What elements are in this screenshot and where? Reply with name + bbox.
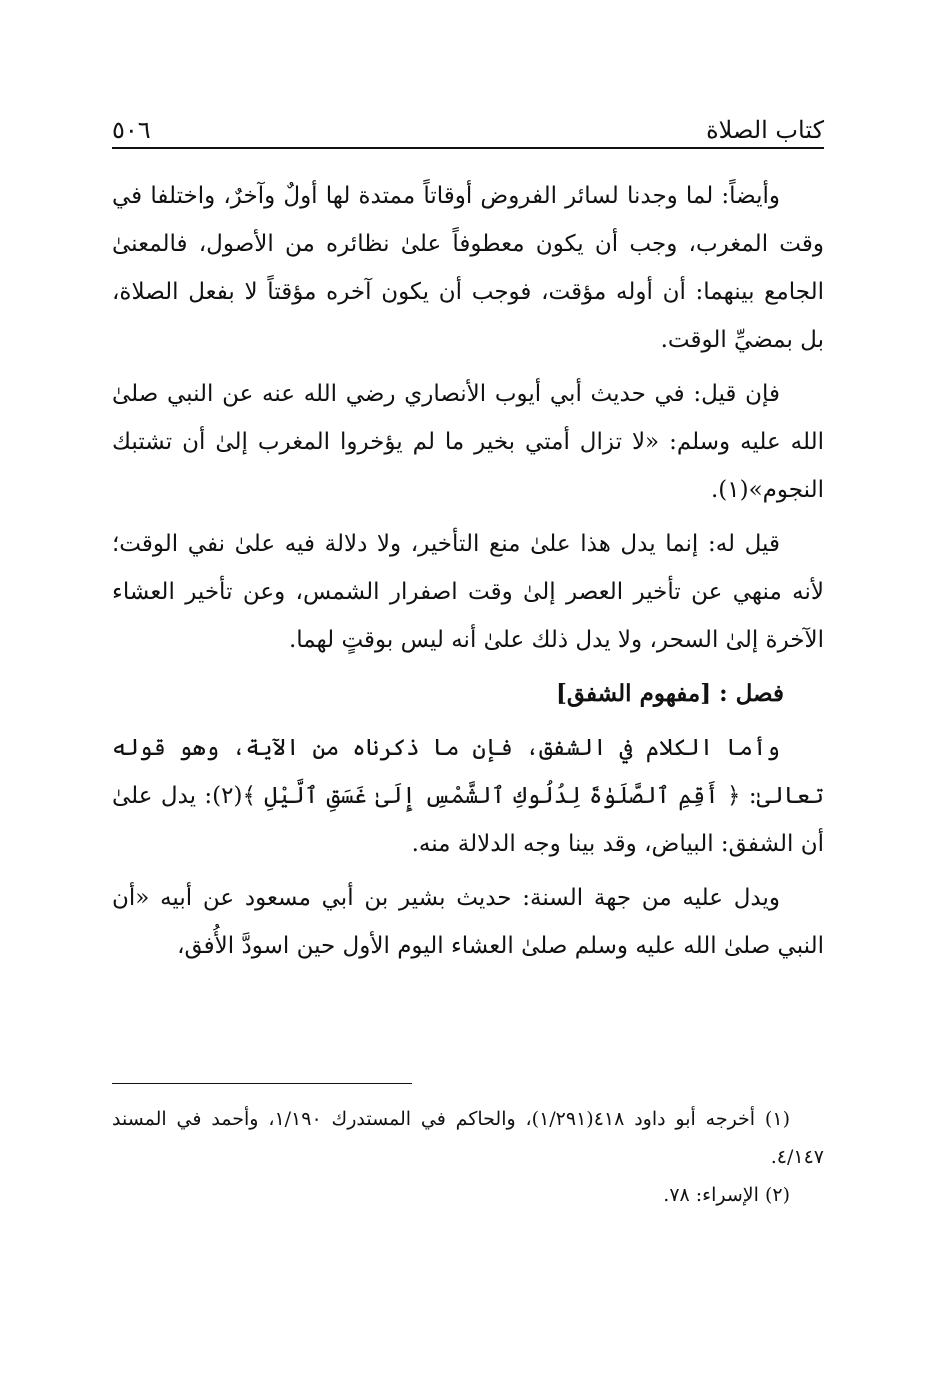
running-header bbox=[112, 98, 824, 144]
paragraph: قيل له: إنما يدل هذا علىٰ منع التأخير، ولا دلالة فيه علىٰ نفي الوقت؛ لأنه منهي عن تأخير العصر إلىٰ وقت اصفرار الشمس، وعن تأخير العشاء الآخرة إلىٰ السحر، ولا يدل ذلك علىٰ أنه ليس بوقتٍ لهما. bbox=[112, 531, 824, 653]
book-page bbox=[112, 0, 824, 1374]
footnote-2: (٢) الإسراء: ٧٨. bbox=[663, 1184, 790, 1206]
footnotes bbox=[112, 1100, 824, 1214]
footnote-1: (١) أخرجه أبو داود ٤١٨(١/٢٩١)، والحاكم في المستدرك ١/١٩٠، وأحمد في المسند ٤/١٤٧. bbox=[112, 1108, 824, 1168]
page-number: ٥٠٦ bbox=[112, 116, 151, 144]
footnote-divider bbox=[112, 1083, 412, 1084]
section-heading: فصل : [مفهوم الشفق] bbox=[555, 680, 784, 707]
main-text bbox=[112, 172, 824, 976]
paragraph: وأيضاً: لما وجدنا لسائر الفروض أوقاتاً ممتدة لها أولٌ وآخرٌ، واختلفا في وقت المغرب، وجب أن يكون معطوفاً علىٰ نظائره من الأصول، فالمعنىٰ الجامع بينهما: أن أوله مؤقت، فوجب أن يكون آخره مؤقتاً لا بفعل الصلاة، بل بمضيِّ الوقت. bbox=[112, 183, 824, 353]
paragraph: وأما الكلام في الشفق، فإن ما ذكرناه من الآية، وهو قوله تعالىٰ: ﴿ أَقِمِ ٱلصَّلَوٰةَ لِدُلُوكِ ٱلشَّمْسِ إِلَىٰ غَسَقِ ٱلَّيْلِ ﴾(٢): يدل علىٰ أن الشفق: البياض، وقد بينا وجه الدلالة منه. bbox=[112, 735, 824, 857]
paragraph: فإن قيل: في حديث أبي أيوب الأنصاري رضي الله عنه عن النبي صلىٰ الله عليه وسلم: «لا تزال أمتي بخير ما لم يؤخروا المغرب إلىٰ أن تشتبك النجوم»(١). bbox=[112, 381, 824, 503]
header-divider bbox=[112, 147, 824, 149]
paragraph: ويدل عليه من جهة السنة: حديث بشير بن أبي مسعود عن أبيه «أن النبي صلىٰ الله عليه وسلم صلىٰ العشاء اليوم الأول حين اسودَّ الأُفق، bbox=[112, 885, 824, 959]
chapter-title: كتاب الصلاة bbox=[706, 116, 824, 144]
